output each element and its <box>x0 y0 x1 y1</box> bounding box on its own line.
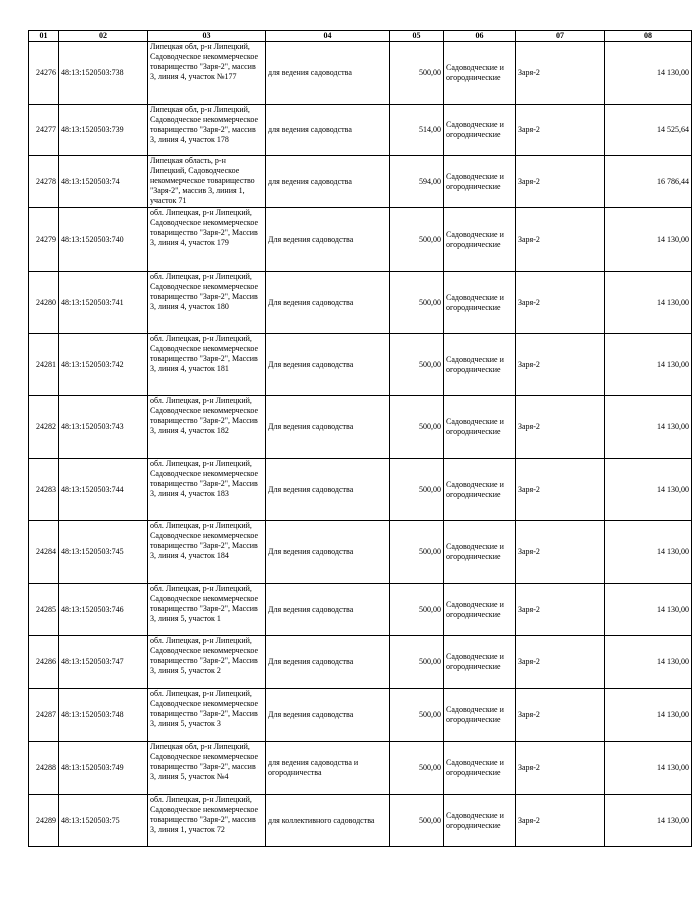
row-number-text: 24287 <box>36 710 56 719</box>
row-number-text: 24281 <box>36 359 56 369</box>
settlement-name-cell <box>516 795 605 847</box>
permitted-use-text: для ведения садоводства и огородничества <box>268 758 359 777</box>
cadastral-value-cell <box>605 689 692 742</box>
cadastral-value-text: 14 130,00 <box>657 604 689 614</box>
cadastral-number-cell <box>59 42 148 105</box>
address-text: обл. Липецкая, р-н Липецкий, Садоводческое некоммерческое товарищество "Заря-2", Массив 3, линия 4, участок 184 <box>150 521 259 560</box>
cadastral-value-cell <box>605 105 692 156</box>
land-parcels-table <box>28 30 692 847</box>
land-use-category-text: Садоводческие и огороднические <box>446 810 504 830</box>
land-use-category-cell <box>444 459 516 521</box>
area-cell <box>390 795 444 847</box>
area-text: 594,00 <box>419 176 441 186</box>
area-text: 500,00 <box>419 234 441 244</box>
row-number-cell <box>29 795 59 847</box>
permitted-use-cell <box>266 396 390 459</box>
land-use-category-cell <box>444 742 516 795</box>
area-text: 500,00 <box>419 763 441 772</box>
cadastral-number-text: 48:13:1520503:745 <box>61 547 124 556</box>
land-use-category-text: Садоводческие и огороднические <box>446 758 504 777</box>
settlement-name-text: Заря-2 <box>518 359 540 369</box>
cadastral-number-cell <box>59 334 148 396</box>
area-text: 500,00 <box>419 68 441 77</box>
cadastral-value-cell <box>605 156 692 208</box>
settlement-name-text: Заря-2 <box>518 484 540 494</box>
land-use-category-cell <box>444 396 516 459</box>
address-cell <box>148 742 266 795</box>
land-use-category-text: Садоводческие и огороднические <box>446 417 504 436</box>
address-cell <box>148 42 266 105</box>
row-number-cell <box>29 396 59 459</box>
row-number-cell <box>29 636 59 689</box>
area-cell <box>390 584 444 636</box>
address-cell <box>148 459 266 521</box>
area-text: 500,00 <box>419 657 441 666</box>
cadastral-value-text: 14 130,00 <box>657 815 689 825</box>
area-cell <box>390 334 444 396</box>
row-number-text: 24276 <box>36 68 56 77</box>
cadastral-number-cell <box>59 636 148 689</box>
settlement-name-cell <box>516 459 605 521</box>
land-use-category-cell <box>444 208 516 272</box>
settlement-name-text: Заря-2 <box>518 710 540 719</box>
settlement-name-text: Заря-2 <box>518 763 540 772</box>
table-row <box>29 795 692 847</box>
permitted-use-text: Для ведения садоводства <box>268 297 354 307</box>
address-text: обл. Липецкая, р-н Липецкий, Садоводческое некоммерческое товарищество "Заря-2", Массив 3, линия 5, участок 1 <box>150 584 259 623</box>
cadastral-number-cell <box>59 272 148 334</box>
cadastral-value-text: 14 130,00 <box>657 297 689 307</box>
cadastral-number-text: 48:13:1520503:748 <box>61 710 124 719</box>
area-text: 514,00 <box>419 125 441 134</box>
row-number-cell <box>29 156 59 208</box>
area-text: 500,00 <box>419 710 441 719</box>
permitted-use-text: Для ведения садоводства <box>268 234 354 244</box>
row-number-text: 24288 <box>36 763 56 772</box>
row-number-text: 24280 <box>36 297 56 307</box>
cadastral-value-text: 14 130,00 <box>657 359 689 369</box>
table-row <box>29 521 692 584</box>
area-text: 500,00 <box>419 815 441 825</box>
land-use-category-text: Садоводческие и огороднические <box>446 599 504 619</box>
row-number-cell <box>29 742 59 795</box>
cadastral-value-cell <box>605 584 692 636</box>
cadastral-number-cell <box>59 156 148 208</box>
permitted-use-text: Для ведения садоводства <box>268 484 354 494</box>
address-text: обл. Липецкая, р-н Липецкий, Садоводческое некоммерческое товарищество "Заря-2", Массив 3, линия 5, участок 3 <box>150 689 259 728</box>
settlement-name-text: Заря-2 <box>518 604 540 614</box>
permitted-use-cell <box>266 636 390 689</box>
permitted-use-cell <box>266 334 390 396</box>
row-number-text: 24277 <box>36 125 56 134</box>
address-cell <box>148 396 266 459</box>
permitted-use-text: Для ведения садоводства <box>268 359 354 369</box>
settlement-name-cell <box>516 742 605 795</box>
cadastral-value-text: 14 525,64 <box>657 125 689 134</box>
address-cell <box>148 584 266 636</box>
cadastral-value-text: 14 130,00 <box>657 422 689 431</box>
cadastral-value-cell <box>605 459 692 521</box>
row-number-text: 24282 <box>36 422 56 431</box>
permitted-use-cell <box>266 156 390 208</box>
cadastral-value-text: 14 130,00 <box>657 547 689 556</box>
cadastral-value-text: 14 130,00 <box>657 484 689 494</box>
cadastral-value-cell <box>605 636 692 689</box>
land-use-category-cell <box>444 156 516 208</box>
row-number-cell <box>29 584 59 636</box>
address-text: обл. Липецкая, р-н Липецкий, Садоводческое некоммерческое товарищество "Заря-2", Массив 3, линия 4, участок 183 <box>150 459 259 498</box>
address-cell <box>148 521 266 584</box>
row-number-cell <box>29 459 59 521</box>
permitted-use-cell <box>266 521 390 584</box>
table-row <box>29 742 692 795</box>
settlement-name-text: Заря-2 <box>518 176 540 186</box>
cadastral-number-cell <box>59 689 148 742</box>
column-header-03: 03 <box>148 31 266 42</box>
settlement-name-text: Заря-2 <box>518 657 540 666</box>
area-cell <box>390 459 444 521</box>
cadastral-value-cell <box>605 42 692 105</box>
row-number-cell <box>29 689 59 742</box>
row-number-text: 24279 <box>36 234 56 244</box>
cadastral-number-text: 48:13:1520503:749 <box>61 763 124 772</box>
land-use-category-cell <box>444 795 516 847</box>
permitted-use-cell <box>266 272 390 334</box>
row-number-cell <box>29 42 59 105</box>
address-cell <box>148 156 266 208</box>
land-use-category-text: Садоводческие и огороднические <box>446 479 504 499</box>
area-cell <box>390 156 444 208</box>
settlement-name-cell <box>516 521 605 584</box>
settlement-name-cell <box>516 105 605 156</box>
land-use-category-cell <box>444 334 516 396</box>
permitted-use-cell <box>266 584 390 636</box>
cadastral-number-cell <box>59 742 148 795</box>
cadastral-value-cell <box>605 334 692 396</box>
settlement-name-text: Заря-2 <box>518 815 540 825</box>
table-row <box>29 396 692 459</box>
table-row <box>29 156 692 208</box>
area-text: 500,00 <box>419 547 441 556</box>
cadastral-number-text: 48:13:1520503:747 <box>61 657 124 666</box>
column-header-07: 07 <box>516 31 605 42</box>
land-use-category-cell <box>444 105 516 156</box>
row-number-text: 24285 <box>36 604 56 614</box>
cadastral-number-cell <box>59 459 148 521</box>
address-text: Липецкая область, р-н Липецкий, Садоводческое некоммерческое товарищество "Заря-2", массив 3, линия 1, участок 71 <box>150 156 255 205</box>
land-use-category-text: Садоводческие и огороднические <box>446 229 504 249</box>
area-cell <box>390 208 444 272</box>
cadastral-number-text: 48:13:1520503:741 <box>61 297 124 307</box>
row-number-text: 24289 <box>36 815 56 825</box>
table-row <box>29 584 692 636</box>
settlement-name-cell <box>516 42 605 105</box>
column-header-06: 06 <box>444 31 516 42</box>
settlement-name-cell <box>516 636 605 689</box>
row-number-cell <box>29 521 59 584</box>
settlement-name-text: Заря-2 <box>518 234 540 244</box>
table-body <box>29 42 692 847</box>
cadastral-number-cell <box>59 105 148 156</box>
land-use-category-text: Садоводческие и огороднические <box>446 542 504 561</box>
area-cell <box>390 636 444 689</box>
row-number-cell <box>29 105 59 156</box>
permitted-use-text: для коллективного садоводства <box>268 815 375 825</box>
land-use-category-text: Садоводческие и огороднические <box>446 652 504 671</box>
cadastral-number-text: 48:13:1520503:75 <box>61 815 120 825</box>
area-cell <box>390 396 444 459</box>
cadastral-value-text: 14 130,00 <box>657 763 689 772</box>
cadastral-number-cell <box>59 795 148 847</box>
cadastral-number-text: 48:13:1520503:740 <box>61 234 124 244</box>
address-cell <box>148 208 266 272</box>
permitted-use-text: для ведения садоводства <box>268 125 352 134</box>
header-row <box>29 31 692 42</box>
area-cell <box>390 42 444 105</box>
permitted-use-text: для ведения садоводства <box>268 176 352 186</box>
settlement-name-cell <box>516 208 605 272</box>
address-text: Липецкая обл, р-н Липецкий, Садоводческое некоммерческое товарищество "Заря-2", массив 3, линия 4, участок 178 <box>150 105 259 144</box>
cadastral-number-text: 48:13:1520503:746 <box>61 604 124 614</box>
cadastral-number-cell <box>59 396 148 459</box>
land-use-category-text: Садоводческие и огороднические <box>446 63 504 82</box>
permitted-use-cell <box>266 105 390 156</box>
address-text: обл. Липецкая, р-н Липецкий, Садоводческое некоммерческое товарищество "Заря-2", Массив 3, линия 5, участок 2 <box>150 636 259 675</box>
table-row <box>29 272 692 334</box>
cadastral-value-cell <box>605 272 692 334</box>
settlement-name-text: Заря-2 <box>518 297 540 307</box>
table-row <box>29 42 692 105</box>
cadastral-number-text: 48:13:1520503:744 <box>61 484 124 494</box>
area-cell <box>390 689 444 742</box>
settlement-name-text: Заря-2 <box>518 68 540 77</box>
table-row <box>29 689 692 742</box>
column-header-01: 01 <box>29 31 59 42</box>
row-number-text: 24283 <box>36 484 56 494</box>
address-text: обл. Липецкая, р-н Липецкий, Садоводческое некоммерческое товарищество "Заря-2", Массив 3, линия 4, участок 182 <box>150 396 259 435</box>
settlement-name-cell <box>516 272 605 334</box>
land-use-category-cell <box>444 42 516 105</box>
permitted-use-text: Для ведения садоводства <box>268 657 354 666</box>
column-header-05: 05 <box>390 31 444 42</box>
permitted-use-text: Для ведения садоводства <box>268 710 354 719</box>
address-text: Липецкая обл, р-н Липецкий, Садоводческое некоммерческое товарищество "Заря-2", массив 3, линия 5, участок №4 <box>150 742 259 781</box>
area-cell <box>390 105 444 156</box>
cadastral-value-cell <box>605 396 692 459</box>
address-cell <box>148 105 266 156</box>
permitted-use-text: Для ведения садоводства <box>268 547 354 556</box>
row-number-cell <box>29 334 59 396</box>
settlement-name-cell <box>516 396 605 459</box>
cadastral-number-cell <box>59 584 148 636</box>
land-use-category-text: Садоводческие и огороднические <box>446 171 504 191</box>
permitted-use-cell <box>266 459 390 521</box>
settlement-name-cell <box>516 156 605 208</box>
permitted-use-cell <box>266 42 390 105</box>
area-text: 500,00 <box>419 484 441 494</box>
land-use-category-text: Садоводческие и огороднические <box>446 705 504 724</box>
settlement-name-cell <box>516 334 605 396</box>
cadastral-value-text: 14 130,00 <box>657 657 689 666</box>
address-text: обл. Липецкая, р-н Липецкий, Садоводческое некоммерческое товарищество "Заря-2", массив 3, линия 1, участок 72 <box>150 795 259 834</box>
settlement-name-cell <box>516 689 605 742</box>
table-row <box>29 208 692 272</box>
row-number-text: 24278 <box>36 176 56 186</box>
land-use-category-cell <box>444 689 516 742</box>
land-use-category-cell <box>444 584 516 636</box>
row-number-cell <box>29 272 59 334</box>
land-use-category-text: Садоводческие и огороднические <box>446 292 504 312</box>
cadastral-number-text: 48:13:1520503:739 <box>61 125 124 134</box>
address-text: обл. Липецкая, р-н Липецкий, Садоводческое некоммерческое товарищество "Заря-2", Массив 3, линия 4, участок 181 <box>150 334 259 373</box>
permitted-use-cell <box>266 795 390 847</box>
address-cell <box>148 272 266 334</box>
cadastral-number-cell <box>59 521 148 584</box>
cadastral-value-cell <box>605 521 692 584</box>
permitted-use-text: для ведения садоводства <box>268 68 352 77</box>
land-use-category-cell <box>444 521 516 584</box>
permitted-use-cell <box>266 742 390 795</box>
land-use-category-cell <box>444 636 516 689</box>
table-row <box>29 105 692 156</box>
table-row <box>29 459 692 521</box>
cadastral-value-cell <box>605 208 692 272</box>
row-number-cell <box>29 208 59 272</box>
land-use-category-cell <box>444 272 516 334</box>
area-cell <box>390 742 444 795</box>
area-text: 500,00 <box>419 297 441 307</box>
cadastral-value-text: 16 786,44 <box>657 176 689 186</box>
land-use-category-text: Садоводческие и огороднические <box>446 354 504 374</box>
column-header-08: 08 <box>605 31 692 42</box>
cadastral-number-text: 48:13:1520503:74 <box>61 176 120 186</box>
cadastral-number-cell <box>59 208 148 272</box>
cadastral-value-cell <box>605 795 692 847</box>
row-number-text: 24286 <box>36 657 56 666</box>
area-text: 500,00 <box>419 604 441 614</box>
cadastral-number-text: 48:13:1520503:742 <box>61 359 124 369</box>
settlement-name-text: Заря-2 <box>518 125 540 134</box>
address-text: Липецкая обл, р-н Липецкий, Садоводческое некоммерческое товарищество "Заря-2", массив 3, линия 4, участок №177 <box>150 42 259 81</box>
permitted-use-text: Для ведения садоводства <box>268 604 354 614</box>
settlement-name-cell <box>516 584 605 636</box>
table-header <box>29 31 692 42</box>
cadastral-value-text: 14 130,00 <box>657 234 689 244</box>
area-cell <box>390 272 444 334</box>
area-cell <box>390 521 444 584</box>
permitted-use-cell <box>266 208 390 272</box>
cadastral-value-cell <box>605 742 692 795</box>
cadastral-number-text: 48:13:1520503:738 <box>61 68 124 77</box>
address-cell <box>148 334 266 396</box>
table-row <box>29 636 692 689</box>
address-cell <box>148 636 266 689</box>
address-text: обл. Липецкая, р-н Липецкий, Садоводческое некоммерческое товарищество "Заря-2", Массив 3, линия 4, участок 179 <box>150 208 259 247</box>
address-text: обл. Липецкая, р-н Липецкий, Садоводческое некоммерческое товарищество "Заря-2", Массив 3, линия 4, участок 180 <box>150 272 259 311</box>
address-cell <box>148 689 266 742</box>
area-text: 500,00 <box>419 359 441 369</box>
settlement-name-text: Заря-2 <box>518 547 540 556</box>
permitted-use-text: Для ведения садоводства <box>268 422 354 431</box>
column-header-02: 02 <box>59 31 148 42</box>
settlement-name-text: Заря-2 <box>518 422 540 431</box>
table-row <box>29 334 692 396</box>
area-text: 500,00 <box>419 422 441 431</box>
cadastral-value-text: 14 130,00 <box>657 710 689 719</box>
cadastral-value-text: 14 130,00 <box>657 68 689 77</box>
column-header-04: 04 <box>266 31 390 42</box>
land-use-category-text: Садоводческие и огороднические <box>446 120 504 139</box>
row-number-text: 24284 <box>36 547 56 556</box>
cadastral-number-text: 48:13:1520503:743 <box>61 422 124 431</box>
permitted-use-cell <box>266 689 390 742</box>
address-cell <box>148 795 266 847</box>
